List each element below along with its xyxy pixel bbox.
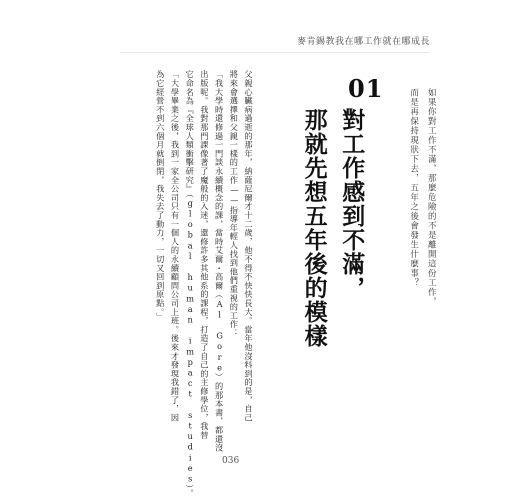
header-divider (120, 52, 430, 53)
chapter-subtitle (406, 88, 437, 358)
title-line: 對工作感到不滿， (338, 108, 366, 300)
page-number: 036 (222, 456, 240, 466)
body-line: 它命名為『全球人類衝擊研究』（global human impact studies）。 (185, 70, 196, 498)
body-line: 為它經營不到六個月就倒閉，我失去了動力，一切又回到原點。」 (155, 70, 166, 322)
title-line: 那就先想五年後的模樣 (300, 108, 328, 348)
body-line: 「大學畢業之後，我到一家全公司只有一個人的永續顧問公司上班。後來才發現我錯了，因 (170, 70, 181, 422)
subtitle-line: 如果你對工作不滿，那麼危險的不是離開這份工作， (426, 88, 437, 307)
running-header: 麥肯錫教我在哪工作就在哪成長 (296, 37, 430, 47)
chapter-number: 01 (348, 74, 384, 103)
body-line: 「我大學時還修過一門談永續概念的課，當時艾爾・高爾（Al Gore）的那本書，都還沒 (214, 70, 225, 453)
body-line: 父親心臟病過逝的那年，納薩尼爾才十二歲，他不得不快快長大。當年他沒料到的是，自己 (244, 70, 254, 422)
body-line: 將來會選擇和父親一樣的工作——指導年輕人找到他們重視的工作： (229, 70, 240, 338)
subtitle-line: 而是再保持現狀下去，五年之後會發生什麼事？ (408, 88, 419, 288)
body-line: 出版呢。我對那門課像著了魔般的入迷，還修許多其他系的課程，打造了自己的主修學位，我替 (199, 70, 210, 440)
chapter-title (300, 108, 365, 408)
